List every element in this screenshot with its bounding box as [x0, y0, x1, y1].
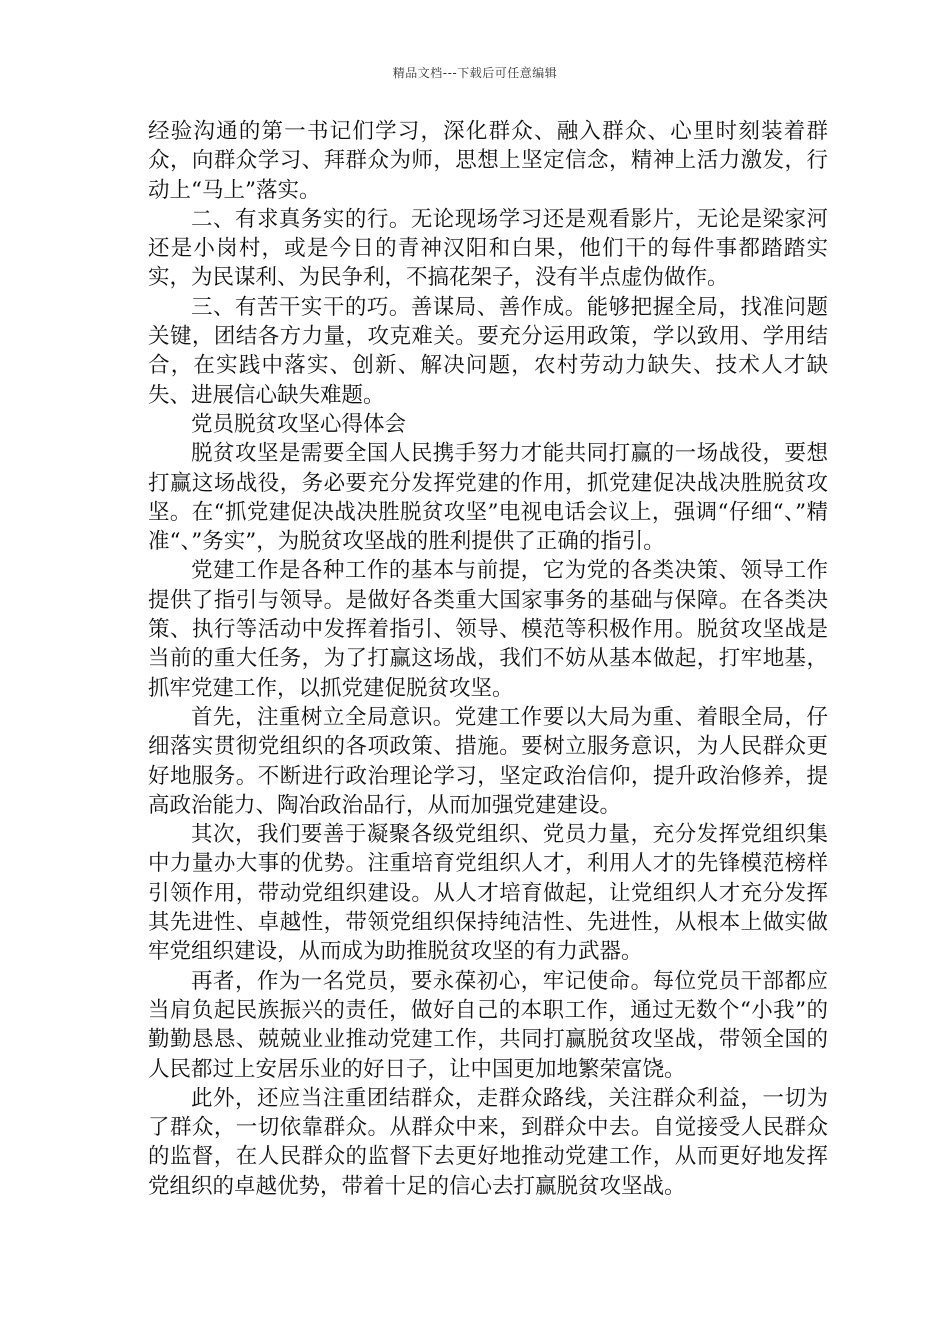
paragraph-1: 经验沟通的第一书记们学习，深化群众、融入群众、心里时刻装着群众，向群众学习、拜群众为师，思想上坚定信念，精神上活力激发，行动上“马上”落实。 — [148, 119, 828, 203]
paragraph-5: 脱贫攻坚是需要全国人民携手努力才能共同打赢的一场战役，要想打赢这场战役，务必要充分发挥党建的作用，抓党建促决战决胜脱贫攻坚。在“抓党建促决战决胜脱贫攻坚”电视电话会议上，强调“仔细“、”精准“、”务实”，为脱贫攻坚战的胜利提供了正确的指引。 — [148, 441, 828, 555]
document-body — [148, 117, 828, 1201]
paragraph-6: 党建工作是各种工作的基本与前提，它为党的各类决策、领导工作提供了指引与领导。是做好各类重大国家事务的基础与保障。在各类决策、执行等活动中发挥着指引、领导、模范等积极作用。脱贫攻坚战是当前的重大任务，为了打赢这场战，我们不妨从基本做起，打牢地基，抓牢党建工作，以抓党建促脱贫攻坚。 — [148, 558, 828, 701]
paragraph-9: 再者，作为一名党员，要永葆初心，牢记使命。每位党员干部都应当肩负起民族振兴的责任，做好自己的本职工作，通过无数个“小我”的勤勤恳恳、兢兢业业推动党建工作，共同打赢脱贫攻坚战，带领全国的人民都过上安居乐业的好日子，让中国更加地繁荣富饶。 — [148, 968, 828, 1082]
paragraph-3: 三、有苦干实干的巧。善谋局、善作成。能够把握全局，找准问题关键，团结各方力量，攻克难关。要充分运用政策，学以致用、学用结合，在实践中落实、创新、解决问题，农村劳动力缺失、技术人才缺失、进展信心缺失难题。 — [148, 294, 828, 408]
paragraph-2: 二、有求真务实的行。无论现场学习还是观看影片，无论是梁家河还是小岗村，或是今日的青神汉阳和白果，他们干的每件事都踏踏实实，为民谋利、为民争利，不搞花架子，没有半点虚伪做作。 — [148, 206, 828, 291]
page-header-note: 精品文档---下载后可任意编辑 — [392, 66, 558, 80]
section-title: 党员脱贫攻坚心得体会 — [191, 411, 407, 437]
paragraph-7: 首先，注重树立全局意识。党建工作要以大局为重、着眼全局，仔细落实贯彻党组织的各项政策、措施。要树立服务意识，为人民群众更好地服务。不断进行政治理论学习，坚定政治信仰，提升政治修养，提高政治能力、陶冶政治品行，从而加强党建建设。 — [148, 704, 828, 818]
paragraph-10: 此外，还应当注重团结群众，走群众路线，关注群众利益，一切为了群众，一切依靠群众。从群众中来，到群众中去。自觉接受人民群众的监督，在人民群众的监督下去更好地推动党建工作，从而更好地发挥党组织的卓越优势，带着十足的信心去打赢脱贫攻坚战。 — [148, 1085, 828, 1199]
paragraph-8: 其次，我们要善于凝聚各级党组织、党员力量，充分发挥党组织集中力量办大事的优势。注重培育党组织人才，利用人才的先锋模范榜样引领作用，带动党组织建设。从人才培育做起，让党组织人才充分发挥其先进性、卓越性，带领党组织保持纯洁性、先进性，从根本上做实做牢党组织建设，从而成为助推脱贫攻坚的有力武器。 — [148, 822, 828, 965]
